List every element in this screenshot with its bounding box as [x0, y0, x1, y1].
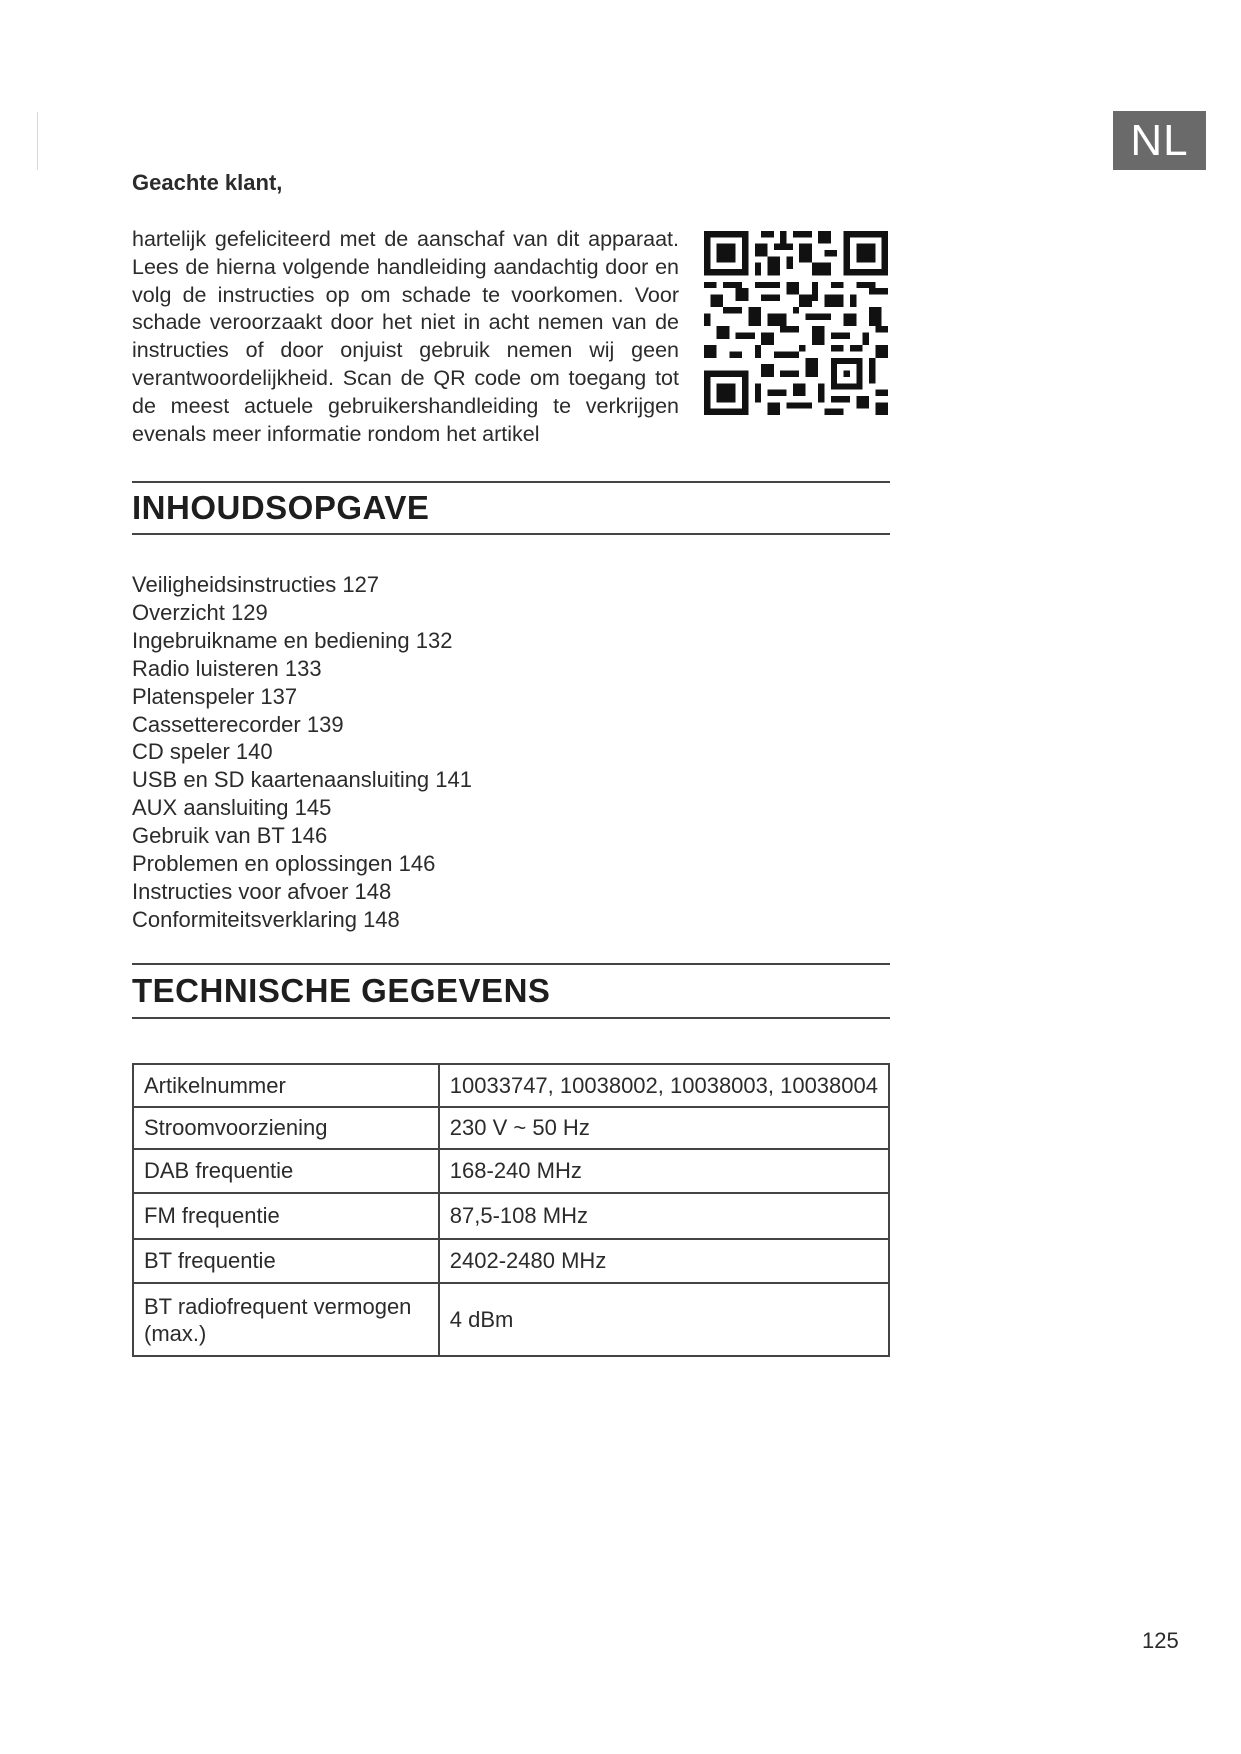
toc-item[interactable]: Conformiteitsverklaring 148: [132, 906, 400, 932]
toc-item[interactable]: Gebruik van BT 146: [132, 823, 328, 849]
toc-item[interactable]: Ingebruikname en bediening 132: [132, 627, 453, 653]
table-row: [133, 1239, 889, 1283]
spec-label: Artikelnummer: [133, 1064, 439, 1107]
toc-item[interactable]: Veiligheidsinstructies 127: [132, 572, 380, 597]
table-row: [133, 1283, 889, 1356]
toc-item[interactable]: Overzicht 129: [132, 599, 268, 625]
spec-label: FM frequentie: [133, 1193, 439, 1239]
table-row: [133, 1193, 889, 1239]
greeting: Geachte klant,: [132, 170, 283, 195]
spec-value: 4 dBm: [439, 1283, 889, 1356]
spec-label: BT frequentie: [133, 1239, 439, 1283]
page-number: 125: [1142, 1628, 1179, 1653]
toc-item[interactable]: Radio luisteren 133: [132, 655, 322, 681]
spec-label: BT radiofrequent vermogen (max.): [133, 1283, 439, 1356]
spec-value: 10033747, 10038002, 10038003, 10038004: [439, 1064, 889, 1107]
toc-item[interactable]: Platenspeler 137: [132, 683, 298, 709]
toc-title: INHOUDSOPGAVE: [132, 489, 430, 526]
toc-rule-bottom: [132, 533, 890, 535]
toc-item[interactable]: USB en SD kaartenaansluiting 141: [132, 767, 472, 793]
table-of-contents: [132, 571, 472, 934]
specs-rule-top: [132, 963, 890, 965]
intro-paragraph: hartelijk gefeliciteerd met de aanschaf van dit apparaat. Lees de hierna volgende handleiding aandachtig door en volg de instructies op om schade te voorkomen. Voor schade veroorzaakt door het niet in acht nemen van de instructies of door onjuist gebruik nemen wij geen verantwoordelijkheid. Scan de QR code om toegang tot de meest actuele gebruikershandleiding te verkrijgen evenals meer informatie rondom het artikel: [132, 227, 679, 446]
toc-item[interactable]: Instructies voor afvoer 148: [132, 878, 392, 904]
spec-value: 2402-2480 MHz: [439, 1239, 889, 1283]
spec-value: 87,5-108 MHz: [439, 1193, 889, 1239]
toc-item[interactable]: AUX aansluiting 145: [132, 795, 332, 821]
toc-rule-top: [132, 481, 890, 483]
specs-title: TECHNISCHE GEGEVENS: [132, 972, 551, 1009]
toc-item[interactable]: Cassetterecorder 139: [132, 711, 344, 737]
table-row: [133, 1149, 889, 1193]
language-badge: NL: [1113, 111, 1206, 170]
spec-label: DAB frequentie: [133, 1149, 439, 1193]
specs-table: [132, 1063, 890, 1357]
table-row: [133, 1107, 889, 1149]
spec-value: 230 V ~ 50 Hz: [439, 1107, 889, 1149]
toc-item[interactable]: Problemen en oplossingen 146: [132, 851, 436, 877]
qr-code[interactable]: [704, 231, 888, 415]
spec-value: 168-240 MHz: [439, 1149, 889, 1193]
spec-label: Stroomvoorziening: [133, 1107, 439, 1149]
toc-item[interactable]: CD speler 140: [132, 739, 273, 765]
specs-rule-bottom: [132, 1017, 890, 1019]
table-row: [133, 1064, 889, 1107]
margin-mark: [37, 112, 38, 170]
